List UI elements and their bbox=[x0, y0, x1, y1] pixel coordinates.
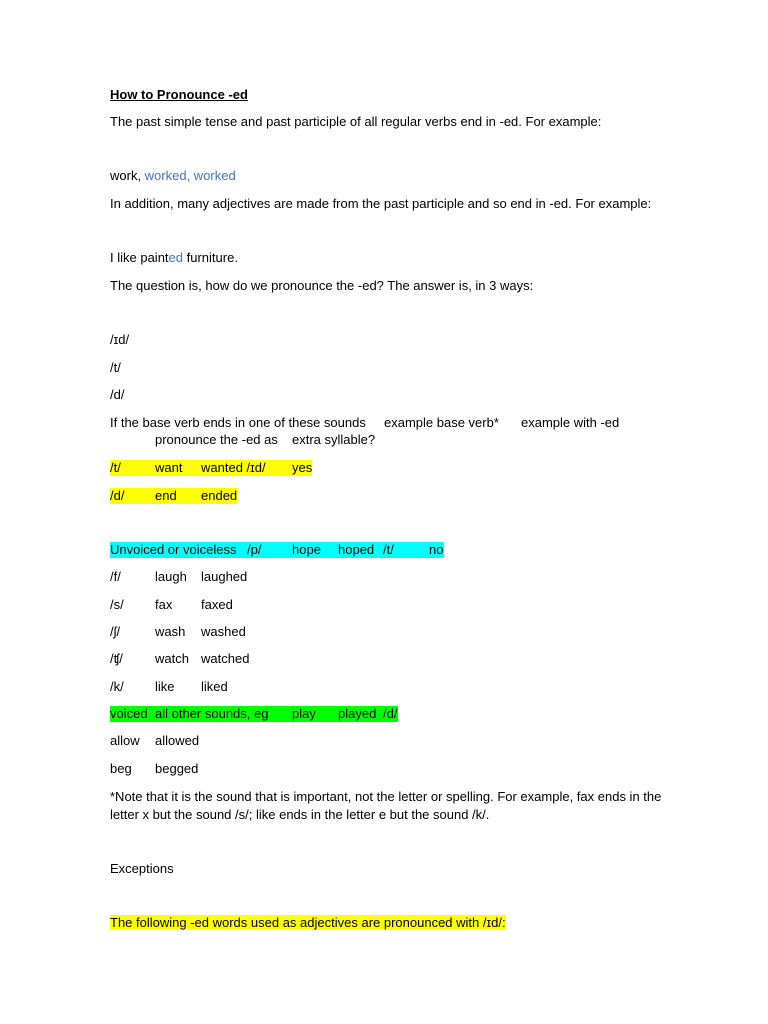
row-cell: end bbox=[155, 488, 177, 503]
example-painted-ending: ed bbox=[168, 250, 184, 265]
exceptions-intro-highlight: The following -ed words used as adjectives are pronounced with /ɪd/: bbox=[110, 915, 506, 930]
example-painted bbox=[110, 250, 238, 266]
note-paragraph: *Note that it is the sound that is important, not the letter or spelling. For example, fax ends in the letter x but the sound /s/; like ends in the letter e but the sound /k/. bbox=[110, 789, 662, 822]
exceptions-heading: Exceptions bbox=[110, 861, 174, 876]
row-cell: /d/ bbox=[110, 488, 125, 503]
row-cell: want bbox=[155, 460, 183, 475]
table-row bbox=[110, 733, 199, 749]
row-cell: watched bbox=[201, 651, 250, 666]
way-d: /d/ bbox=[110, 387, 125, 402]
row-cell: no bbox=[429, 542, 444, 557]
row-cell: /d/ bbox=[383, 706, 398, 721]
exceptions-intro bbox=[110, 915, 506, 931]
table-row bbox=[110, 651, 249, 667]
row-cell: like bbox=[155, 679, 175, 694]
example-work-base: work, bbox=[110, 168, 145, 183]
row-cell: /t/ bbox=[110, 460, 121, 475]
table-row bbox=[110, 761, 198, 777]
row-highlight-yellow bbox=[110, 460, 312, 476]
example-work-forms: worked, worked bbox=[144, 168, 236, 183]
row-cell: fax bbox=[155, 597, 173, 612]
way-id: /ɪd/ bbox=[110, 332, 130, 347]
row-highlight-yellow bbox=[110, 488, 237, 504]
row-cell: Unvoiced or voiceless bbox=[110, 542, 237, 557]
example-painted-before: I like paint bbox=[110, 250, 169, 265]
row-cell: hope bbox=[292, 542, 321, 557]
row-cell: ended bbox=[201, 488, 238, 503]
row-cell: /f/ bbox=[110, 569, 121, 584]
row-cell: voiced bbox=[110, 706, 148, 721]
table-header-row2 bbox=[155, 432, 375, 448]
table-header-col5: extra syllable? bbox=[292, 432, 376, 447]
row-highlight-cyan bbox=[110, 542, 444, 558]
row-cell: /t/ bbox=[383, 542, 394, 557]
table-header-col1: If the base verb ends in one of these sounds bbox=[110, 415, 366, 430]
row-cell: allowed bbox=[155, 733, 200, 748]
row-cell: wanted /ɪd/ bbox=[201, 460, 266, 475]
table-header-col2: example base verb* bbox=[384, 415, 499, 430]
table-row bbox=[110, 460, 312, 476]
row-cell: beg bbox=[110, 761, 132, 776]
row-cell: /k/ bbox=[110, 679, 124, 694]
row-cell: laughed bbox=[201, 569, 248, 584]
table-header-col3: example with -ed bbox=[521, 415, 620, 430]
table-row bbox=[110, 488, 237, 504]
table-row bbox=[110, 597, 233, 613]
row-cell: allow bbox=[110, 733, 140, 748]
row-cell: wash bbox=[155, 624, 186, 639]
row-cell: laugh bbox=[155, 569, 187, 584]
example-painted-after: furniture. bbox=[183, 250, 238, 265]
intro-paragraph: The past simple tense and past participle of all regular verbs end in -ed. For example: bbox=[110, 114, 602, 129]
table-header-col4: pronounce the -ed as bbox=[155, 432, 278, 447]
table-row bbox=[110, 542, 444, 558]
row-cell: yes bbox=[292, 460, 313, 475]
row-cell: washed bbox=[201, 624, 246, 639]
example-work bbox=[110, 168, 236, 184]
table-row bbox=[110, 679, 228, 695]
document-title: How to Pronounce -ed bbox=[110, 87, 248, 102]
addition-paragraph: In addition, many adjectives are made from the past participle and so end in -ed. For example: bbox=[110, 196, 652, 211]
row-cell: begged bbox=[155, 761, 199, 776]
row-cell: /p/ bbox=[247, 542, 262, 557]
row-cell: /s/ bbox=[110, 597, 124, 612]
row-cell: watch bbox=[155, 651, 189, 666]
row-cell: /ʧ/ bbox=[110, 651, 123, 666]
row-highlight-green bbox=[110, 706, 398, 722]
row-cell: all other sounds, eg bbox=[155, 706, 269, 721]
table-row bbox=[110, 569, 247, 585]
row-cell: hoped bbox=[338, 542, 375, 557]
row-cell: played bbox=[338, 706, 377, 721]
table-row bbox=[110, 624, 246, 640]
way-t: /t/ bbox=[110, 360, 121, 375]
question-paragraph: The question is, how do we pronounce the -ed? The answer is, in 3 ways: bbox=[110, 278, 534, 293]
row-cell: /ʃ/ bbox=[110, 624, 121, 639]
row-cell: faxed bbox=[201, 597, 233, 612]
table-header-row1 bbox=[110, 415, 619, 431]
row-cell: play bbox=[292, 706, 316, 721]
table-row bbox=[110, 706, 398, 722]
row-cell: liked bbox=[201, 679, 228, 694]
